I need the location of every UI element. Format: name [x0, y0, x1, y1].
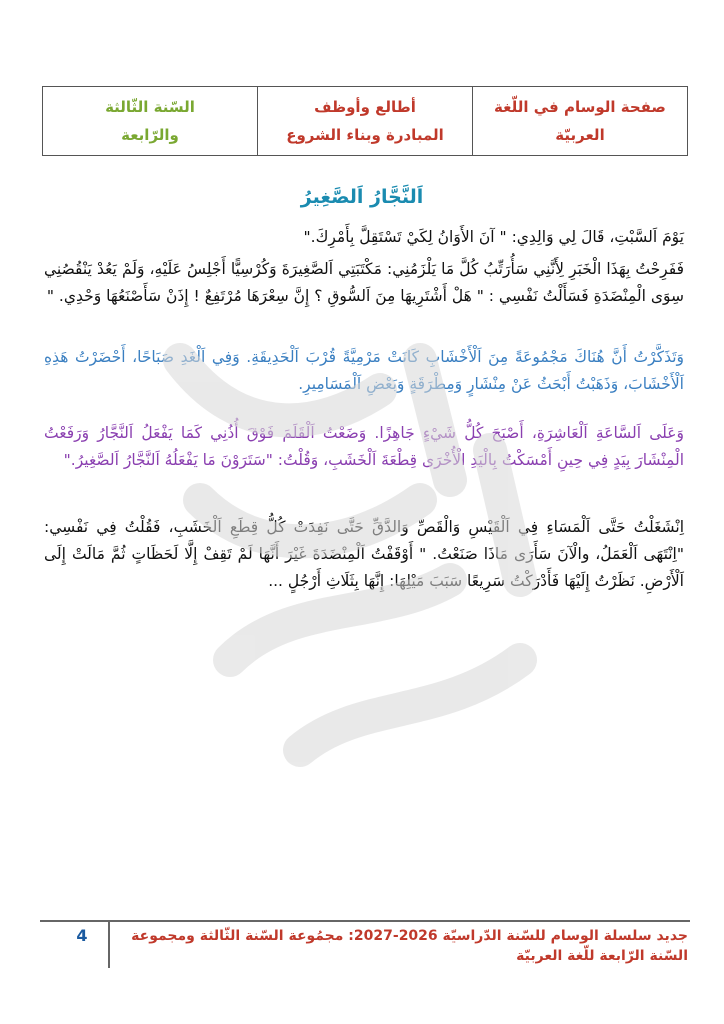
story-paragraph: وَعَلَى اَلسَّاعَةِ اَلْعَاشِرَةِ، أَصْبَحَ كُلُّ شَيْءٍ جَاهِزًا. وَضَعْتُ اَلْقَلَمَ فَوْقَ أُذُنِي كَمَا يَفْعَلُ اَلنَّجَّارُ وَرَفَعْتُ الْمِنْشَارَ بِيَدٍ فِي حِينِ أَمْسَكْتُ بِالْيَدِ الْأُخْرَى قِطْعَةَ اَلْخَشَبِ، وَقُلْتُ: "سَتَرَوْنَ مَا يَفْعَلُهُ اَلنَّجَّارُ اَلصَّغِيرُ.": [44, 424, 684, 469]
story-paragraph: اِنْشَغَلْتُ حَتَّى اَلْمَسَاءِ فِي اَلْقَيْسِ وَالْقَصِّ وَالدَّقِّ حَتَّى نَفِدَتْ كُلُّ قِطَعِ اَلْخَشَبِ، فَقُلْتُ فِي نَفْسِي: "اِنْتَهَى اَلْعَمَلُ، والْآنَ سَأَرَى مَاذَا صَنَعْتُ. " أَوْقَفْتُ اَلْمِنْضَدَةَ غَيْرَ أَنَّهَا لَمْ تَقِفْ إِلَّا لَحَظَاتٍ ثُمَّ مَالَتْ إِلَى اَلْأَرْضِ. نَظَرْتُ إِلَيْهَا فَأَدْرَكْتُ سَرِيعًا سَبَبَ مَيْلِهَا: إِنَّهَا بِثَلَاثِ أَرْجُلٍ ...: [44, 518, 684, 590]
footer-divider: [40, 920, 690, 922]
footer-text: جديد سلسلة الوسام للسّنة الدّراسيّة 2026-2027: مجمُوعة السّنة الثّالثة ومجموعة السّنة الرّابعة للّغة العربيّة: [131, 928, 688, 964]
story-paragraph: يَوْمَ اَلسَّبْتِ، قَالَ لِي وَالِدِي: " آنَ الأَوَانُ لِكَيْ تَسْتَقِلَّ بِأَمْرِكَ.": [303, 228, 684, 246]
header-activity-line2: المبادرة وبناء الشروع: [286, 126, 444, 144]
page-number: 4: [76, 926, 88, 945]
header-activity-line1: أطالع وأوظف: [314, 98, 416, 116]
header-subject-cell: [472, 87, 687, 155]
header-subject: صفحة الوسام في اللّغة العربيّة: [494, 98, 666, 144]
story-paragraph: فَفَرِحْتُ بِهَذَا الْخَبَرِ لِأَنَّنِي سَأُرَتِّبُ كُلَّ مَا يَلْزَمُنِي: مَكْتَبَتِي اَلصَّغِيرَةَ وَكُرْسِيًّا أَجْلِسُ عَلَيْهِ، وَلَمْ يَعُدْ يَنْقُصُنِي سِوَى الْمِنْضَدَةِ فَسَأَلْتُ نَفْسِي : " هَلْ أَشْتَرِيهَا مِنَ اَلسُّوقِ ؟ إِنَّ سِعْرَهَا مُرْتَفِعٌ ! إِذَنْ سَأَصْنَعُهَا وَحْدِي. ": [44, 260, 684, 305]
header-activity-cell: [257, 87, 472, 155]
footer-separator: [108, 922, 110, 968]
story-title: اَلنَّجَّارُ اَلصَّغِيرُ: [300, 186, 424, 208]
header-grade-line2: والرّابعة: [121, 126, 179, 144]
header-table: [42, 86, 688, 156]
story-paragraph: وَتَذَكَّرْتُ أَنَّ هُنَاكَ مَجْمُوعَةً مِنَ اَلْأَخْشَابِ كَانَتْ مَرْمِيَّةً قُرْبَ اَلْحَدِيقَةِ. وَفِي اَلْغَدِ صَبَاحًا، أَحْضَرْتُ هَذِهِ اَلْأَخْشَابَ، وَذَهَبْتُ أَبْحَثُ عَنْ مِنْشَارٍ وَمِطْرَقَةٍ وَبَعْضِ اَلْمَسَامِيرِ.: [44, 348, 684, 393]
header-grade-line1: السّنة الثّالثة: [105, 98, 195, 116]
header-grade-cell: [43, 87, 257, 155]
